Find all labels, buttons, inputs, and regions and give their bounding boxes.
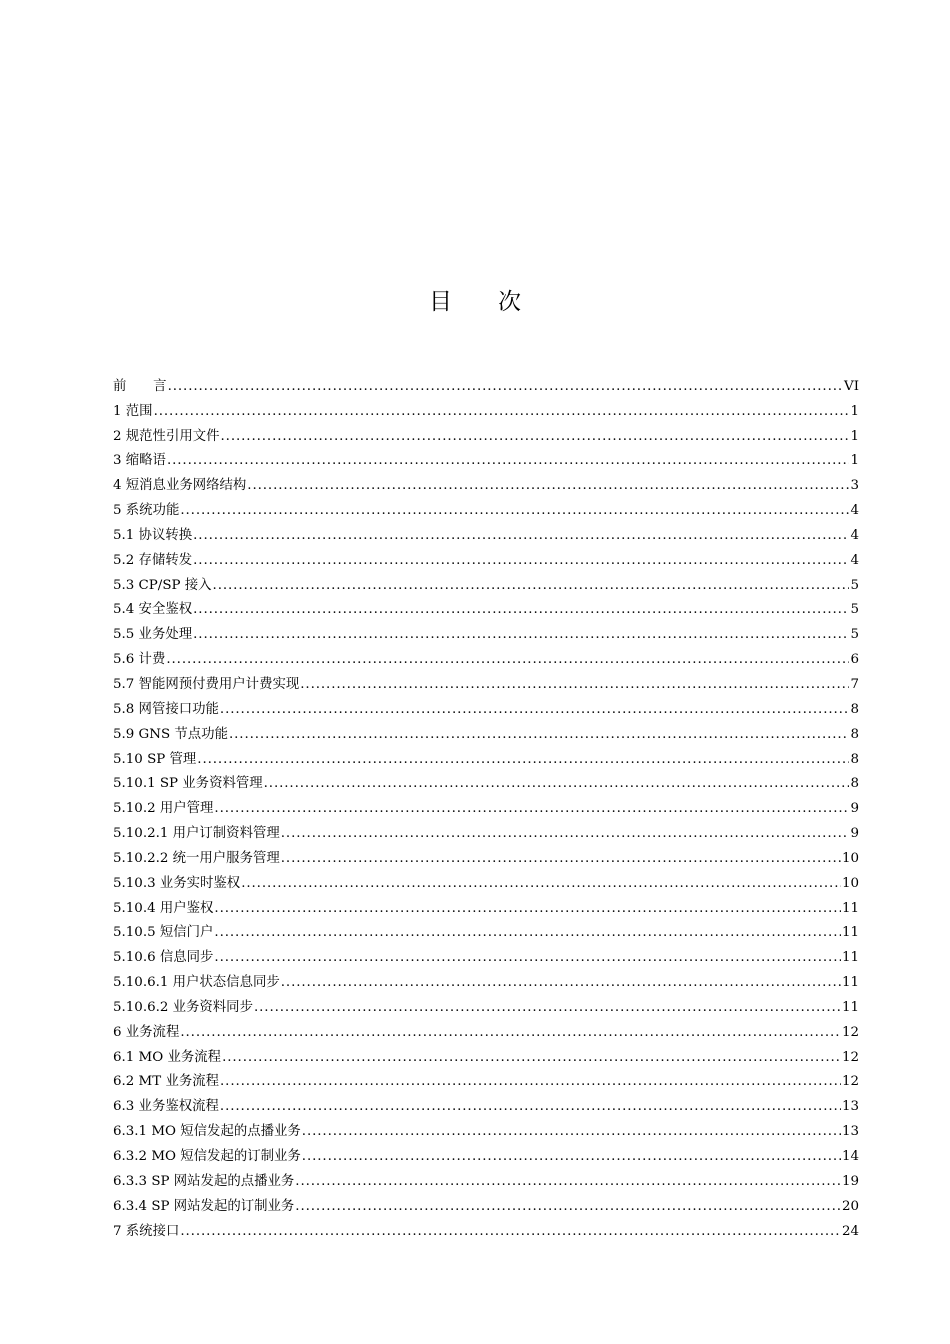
dot-leader [167, 452, 850, 470]
toc-entry[interactable] [113, 1141, 859, 1166]
toc-entry-page: 3 [850, 478, 859, 494]
toc-entry[interactable] [113, 545, 859, 570]
toc-entry-page: 6 [850, 652, 859, 668]
dot-leader [214, 924, 841, 942]
toc-entry-page: 9 [850, 826, 859, 842]
dot-leader [168, 378, 843, 396]
toc-entry-label: 6.3.3 SP 网站发起的点播业务 [113, 1173, 295, 1189]
toc-entry-label: 5.10.6.2 业务资料同步 [113, 999, 253, 1015]
toc-entry[interactable] [113, 1067, 859, 1092]
dot-leader [193, 552, 849, 570]
toc-entry[interactable] [113, 1166, 859, 1191]
toc-entry-label: 6.3.1 MO 短信发起的点播业务 [113, 1124, 301, 1140]
toc-entry-label: 5.10.6 信息同步 [113, 950, 214, 966]
toc-entry-label: 6.1 MO 业务流程 [113, 1049, 222, 1065]
toc-entry-page: 12 [841, 1049, 859, 1065]
toc-entry-label: 5.5 业务处理 [113, 627, 193, 643]
dot-leader [222, 1049, 841, 1067]
toc-entry-page: 8 [850, 701, 859, 717]
toc-entry[interactable] [113, 868, 859, 893]
toc-entry[interactable] [113, 595, 859, 620]
toc-entry-label: 5.6 计费 [113, 652, 166, 668]
toc-entry[interactable] [113, 818, 859, 843]
table-of-contents [113, 371, 859, 1241]
dot-leader [166, 651, 849, 669]
dot-leader [229, 726, 850, 744]
toc-entry-label: 7 系统接口 [113, 1223, 180, 1239]
toc-entry[interactable] [113, 719, 859, 744]
toc-entry[interactable] [113, 942, 859, 967]
toc-entry[interactable] [113, 1091, 859, 1116]
dot-leader [220, 1073, 841, 1091]
dot-leader [220, 1098, 841, 1116]
dot-leader [281, 850, 841, 868]
toc-entry-label: 6 业务流程 [113, 1024, 180, 1040]
toc-entry-label: 5.7 智能网预付费用户计费实现 [113, 676, 300, 692]
dot-leader [193, 601, 849, 619]
toc-entry-label: 5.10.4 用户鉴权 [113, 900, 214, 916]
toc-entry-page: 5 [850, 602, 859, 618]
toc-entry-label: 5.10.2.1 用户订制资料管理 [113, 826, 280, 842]
toc-entry[interactable] [113, 769, 859, 794]
dot-leader [214, 949, 841, 967]
toc-entry-page: 11 [841, 925, 859, 941]
dot-leader [295, 1173, 841, 1191]
toc-entry-page: 1 [850, 428, 859, 444]
toc-entry-label: 5 系统功能 [113, 503, 180, 519]
toc-entry-page: 1 [850, 403, 859, 419]
toc-entry-page: 11 [841, 900, 859, 916]
toc-entry-label: 1 范围 [113, 403, 153, 419]
toc-entry-page: 11 [841, 999, 859, 1015]
toc-entry-page: 24 [841, 1223, 859, 1239]
dot-leader [254, 999, 841, 1017]
toc-entry[interactable] [113, 843, 859, 868]
toc-entry[interactable] [113, 520, 859, 545]
toc-entry-label: 3 缩略语 [113, 453, 166, 469]
toc-entry-page: 8 [850, 776, 859, 792]
toc-entry-label: 4 短消息业务网络结构 [113, 478, 247, 494]
toc-entry[interactable] [113, 1042, 859, 1067]
toc-entry[interactable] [113, 446, 859, 471]
page-title: 目 次 [429, 289, 521, 315]
toc-entry[interactable] [113, 694, 859, 719]
dot-leader [180, 502, 849, 520]
toc-entry-page: 14 [841, 1149, 859, 1164]
toc-entry-page: 11 [841, 975, 859, 991]
toc-entry-label: 5.1 协议转换 [113, 527, 193, 543]
toc-entry-page: 5 [850, 577, 859, 593]
dot-leader [214, 800, 849, 818]
toc-entry-label: 5.10.1 SP 业务资料管理 [113, 776, 263, 792]
toc-entry-label: 5.10.2.2 统一用户服务管理 [113, 850, 280, 866]
dot-leader [180, 1223, 841, 1241]
toc-entry-page: 4 [850, 503, 859, 519]
toc-entry-label: 前 言 [113, 378, 167, 394]
toc-entry-page: 8 [850, 726, 859, 742]
toc-entry[interactable] [113, 619, 859, 644]
toc-entry-label: 6.3.4 SP 网站发起的订制业务 [113, 1198, 295, 1214]
dot-leader [193, 527, 849, 545]
toc-entry[interactable] [113, 570, 859, 595]
toc-entry-page: 10 [841, 875, 859, 891]
toc-entry[interactable] [113, 893, 859, 918]
dot-leader [247, 477, 849, 495]
toc-entry-label: 5.10 SP 管理 [113, 751, 197, 767]
dot-leader [180, 1024, 841, 1042]
dot-leader [300, 676, 849, 694]
toc-entry[interactable] [113, 470, 859, 495]
toc-entry[interactable] [113, 421, 859, 446]
dot-leader [154, 403, 850, 421]
toc-entry-label: 5.2 存储转发 [113, 552, 193, 568]
toc-entry[interactable] [113, 644, 859, 669]
toc-entry-label: 5.4 安全鉴权 [113, 602, 193, 618]
toc-entry-page: 12 [841, 1074, 859, 1090]
toc-entry-page: 20 [841, 1198, 859, 1214]
toc-entry-page: 11 [841, 950, 859, 966]
toc-entry-page: 10 [841, 850, 859, 866]
dot-leader [220, 701, 850, 719]
dot-leader [213, 577, 850, 595]
dot-leader [193, 626, 849, 644]
dot-leader [241, 875, 841, 893]
toc-entry-page: 1 [850, 453, 859, 469]
toc-entry[interactable] [113, 992, 859, 1017]
toc-entry-page: 4 [850, 552, 859, 568]
toc-entry-page: 13 [841, 1099, 859, 1115]
toc-entry-label: 5.10.2 用户管理 [113, 801, 214, 817]
toc-entry[interactable] [113, 918, 859, 943]
dot-leader [264, 775, 850, 793]
dot-leader [281, 974, 841, 992]
toc-entry-page: 7 [850, 676, 859, 692]
toc-entry-page: 5 [850, 627, 859, 643]
dot-leader [214, 900, 841, 918]
toc-entry-label: 5.8 网管接口功能 [113, 701, 219, 717]
toc-entry[interactable] [113, 1116, 859, 1141]
toc-entry-label: 6.3.2 MO 短信发起的订制业务 [113, 1149, 301, 1164]
toc-entry-label: 6.2 MT 业务流程 [113, 1074, 220, 1090]
toc-entry[interactable] [113, 1017, 859, 1042]
toc-entry-label: 5.9 GNS 节点功能 [113, 726, 228, 742]
toc-entry[interactable] [113, 371, 859, 396]
toc-entry-label: 5.10.3 业务实时鉴权 [113, 875, 241, 891]
toc-entry-page: 19 [841, 1173, 859, 1189]
toc-entry[interactable] [113, 495, 859, 520]
dot-leader [302, 1123, 841, 1141]
toc-entry-label: 5.10.5 短信门户 [113, 925, 214, 941]
dot-leader [197, 751, 849, 769]
toc-entry-label: 5.10.6.1 用户状态信息同步 [113, 975, 280, 991]
toc-entry-page: VI [844, 378, 859, 394]
toc-entry-page: 13 [841, 1124, 859, 1140]
toc-entry-label: 2 规范性引用文件 [113, 428, 220, 444]
toc-entry[interactable] [113, 1191, 859, 1216]
toc-entry[interactable] [113, 1216, 859, 1241]
toc-entry-label: 5.3 CP/SP 接入 [113, 577, 212, 593]
dot-leader [281, 825, 850, 843]
toc-entry[interactable] [113, 669, 859, 694]
dot-leader [302, 1148, 841, 1166]
dot-leader [295, 1198, 841, 1216]
toc-entry-page: 4 [850, 527, 859, 543]
toc-entry[interactable] [113, 967, 859, 992]
toc-entry-page: 12 [841, 1024, 859, 1040]
toc-entry-page: 8 [850, 751, 859, 767]
toc-entry-label: 6.3 业务鉴权流程 [113, 1099, 219, 1115]
toc-entry[interactable] [113, 793, 859, 818]
dot-leader [221, 428, 850, 446]
toc-entry[interactable] [113, 396, 859, 421]
toc-entry-page: 9 [850, 801, 859, 817]
toc-entry[interactable] [113, 744, 859, 769]
